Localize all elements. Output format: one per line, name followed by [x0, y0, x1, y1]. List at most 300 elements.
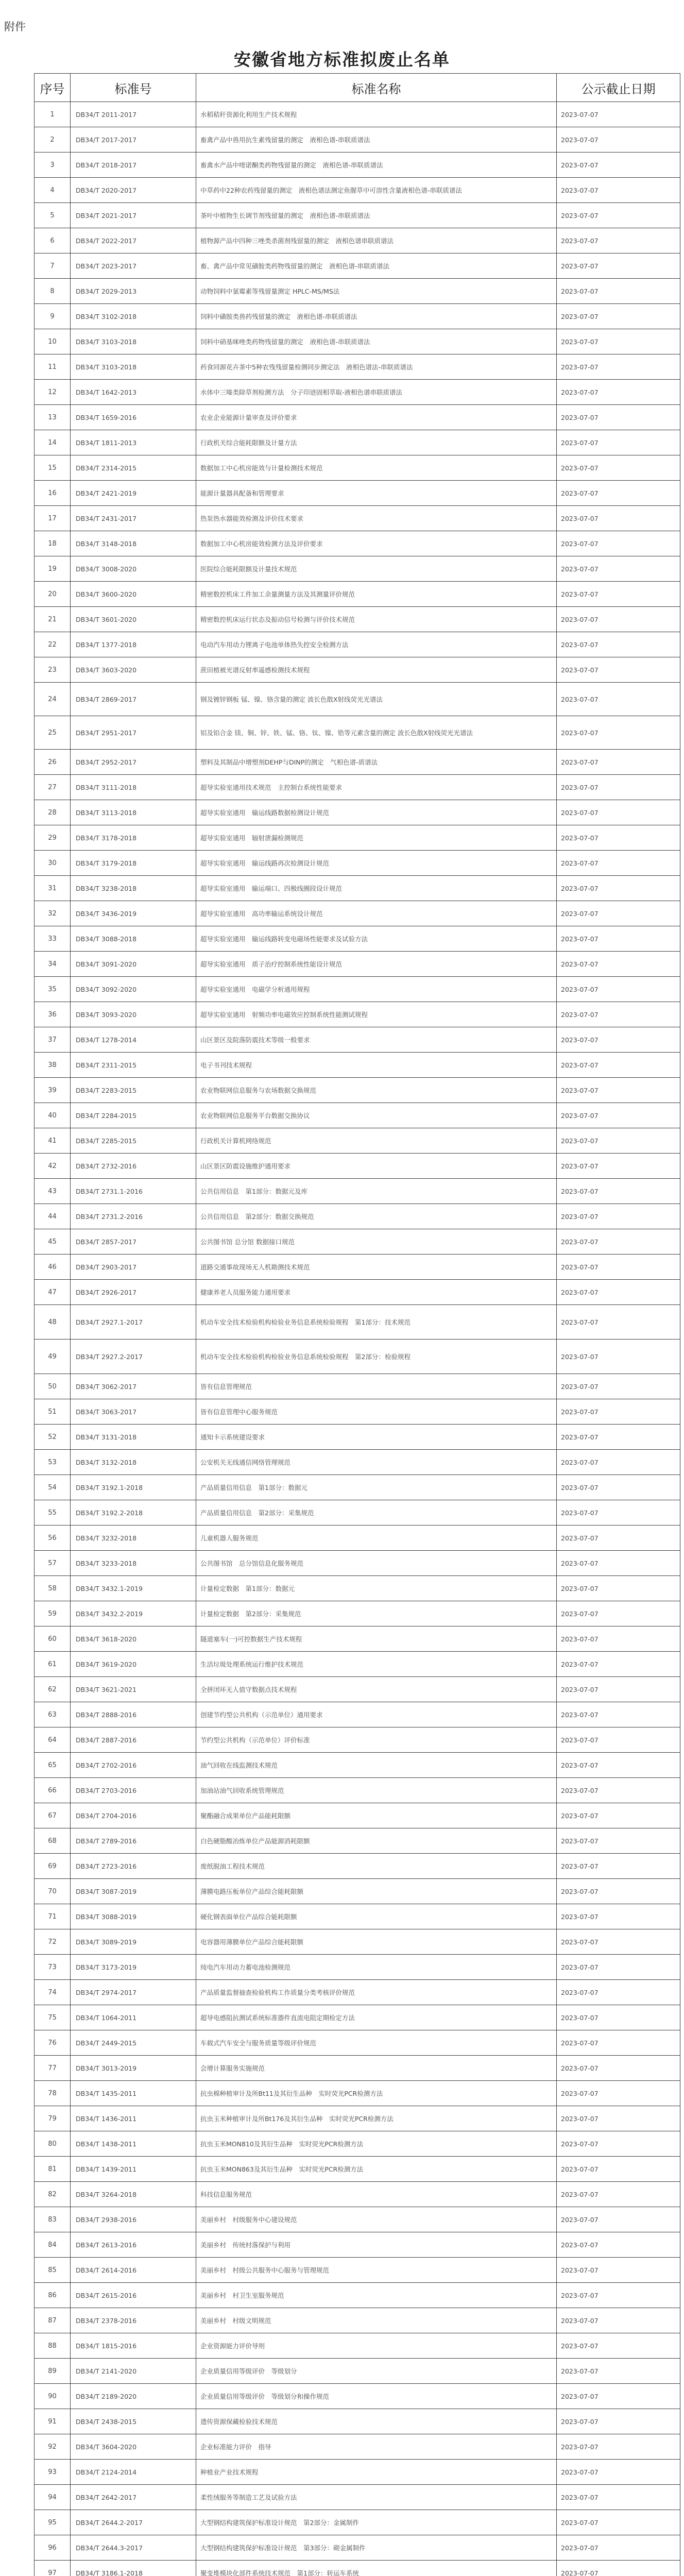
row-seq: 18 [35, 531, 71, 556]
row-deadline-date: 2023-07-07 [557, 380, 680, 405]
row-standard-name: 企业资源能力评价导则 [196, 2333, 557, 2359]
row-standard-name: 会增计算服务实施规范 [196, 2056, 557, 2081]
table-row [35, 1929, 680, 1955]
row-standard-code: DB34/T 2431-2017 [71, 506, 196, 531]
row-deadline-date: 2023-07-07 [557, 506, 680, 531]
row-standard-name: 能源计量器具配备和管理要求 [196, 481, 557, 506]
table-row [35, 2182, 680, 2207]
table-row [35, 228, 680, 253]
row-standard-name: 车载式汽车安全与服务质量等级评价规范 [196, 2030, 557, 2056]
row-standard-name: 中草药中22种农药残留量的测定 液相色谱法测定鱼腥草中可溶性含量液相色谱-串联质谱法 [196, 178, 557, 203]
row-seq: 78 [35, 2081, 71, 2106]
row-standard-name: 超导实验室通用 输运端口、四极线圈段设计规范 [196, 876, 557, 901]
row-deadline-date: 2023-07-07 [557, 2005, 680, 2030]
row-deadline-date: 2023-07-07 [557, 582, 680, 607]
row-standard-name: 医院综合能耗限额及计量技术规范 [196, 556, 557, 582]
row-standard-name: 儿童机器人服务规范 [196, 1526, 557, 1551]
row-standard-name: 钢及镀锌钢板 锰、镍、铬含量的测定 波长色散X射线荧光光谱法 [196, 683, 557, 716]
row-standard-name: 加油站油气回收系统管理规范 [196, 1778, 557, 1803]
row-standard-code: DB34/T 3089-2019 [71, 1929, 196, 1955]
row-standard-name: 蔗田植被光谱反射率遥感检测技术规程 [196, 657, 557, 683]
row-deadline-date: 2023-07-07 [557, 304, 680, 329]
row-standard-code: DB34/T 1815-2016 [71, 2333, 196, 2359]
table-row [35, 304, 680, 329]
table-row [35, 405, 680, 430]
row-deadline-date: 2023-07-07 [557, 926, 680, 952]
row-deadline-date: 2023-07-07 [557, 556, 680, 582]
row-seq: 42 [35, 1154, 71, 1179]
table-row [35, 1753, 680, 1778]
row-standard-name: 创建节约型公共机构（示范单位）通用要求 [196, 1702, 557, 1727]
row-deadline-date: 2023-07-07 [557, 405, 680, 430]
row-standard-code: DB34/T 2615-2016 [71, 2283, 196, 2308]
row-standard-name: 企业标准能力评价 指导 [196, 2434, 557, 2460]
row-seq: 36 [35, 1002, 71, 1027]
row-seq: 65 [35, 1753, 71, 1778]
row-seq: 70 [35, 1879, 71, 1904]
row-standard-name: 产品质量信用信息 第2部分：采集规范 [196, 1500, 557, 1526]
row-standard-code: DB34/T 2022-2017 [71, 228, 196, 253]
row-seq: 37 [35, 1027, 71, 1053]
row-seq: 34 [35, 952, 71, 977]
row-standard-name: 植物源产品中四种三唑类杀菌剂残留量的测定 液相色谱串联质谱法 [196, 228, 557, 253]
table-row [35, 1255, 680, 1280]
table-row [35, 481, 680, 506]
row-standard-code: DB34/T 3186.1-2018 [71, 2561, 196, 2576]
row-standard-name: 种植业产业技术规程 [196, 2460, 557, 2485]
row-seq: 83 [35, 2207, 71, 2232]
row-deadline-date: 2023-07-07 [557, 1500, 680, 1526]
row-standard-code: DB34/T 2926-2017 [71, 1280, 196, 1305]
row-seq: 28 [35, 800, 71, 825]
row-standard-code: DB34/T 1278-2014 [71, 1027, 196, 1053]
row-seq: 54 [35, 1475, 71, 1500]
row-seq: 96 [35, 2535, 71, 2561]
row-deadline-date: 2023-07-07 [557, 2157, 680, 2182]
row-standard-code: DB34/T 1439-2011 [71, 2157, 196, 2182]
row-standard-code: DB34/T 2018-2017 [71, 152, 196, 178]
table-row [35, 1803, 680, 1828]
row-standard-code: DB34/T 3103-2018 [71, 329, 196, 354]
row-standard-code: DB34/T 1436-2011 [71, 2106, 196, 2131]
row-seq: 58 [35, 1576, 71, 1601]
row-deadline-date: 2023-07-07 [557, 2409, 680, 2434]
row-seq: 80 [35, 2131, 71, 2157]
row-standard-name: 通知卡示系统建设要求 [196, 1425, 557, 1450]
row-standard-name: 生活垃圾处理系统运行维护技术规范 [196, 1652, 557, 1677]
table-row [35, 2258, 680, 2283]
row-standard-code: DB34/T 3132-2018 [71, 1450, 196, 1475]
row-standard-name: 超导实验室通用技术规范 主控制台系统性能要求 [196, 775, 557, 800]
row-seq: 74 [35, 1980, 71, 2005]
row-deadline-date: 2023-07-07 [557, 1280, 680, 1305]
table-row [35, 203, 680, 228]
row-standard-code: DB34/T 2703-2016 [71, 1778, 196, 1803]
row-standard-code: DB34/T 2124-2014 [71, 2460, 196, 2485]
row-deadline-date: 2023-07-07 [557, 825, 680, 851]
row-deadline-date: 2023-07-07 [557, 2384, 680, 2409]
column-header-date: 公示截止日期 [557, 74, 680, 102]
row-seq: 45 [35, 1229, 71, 1255]
row-standard-code: DB34/T 1377-2018 [71, 632, 196, 657]
table-row [35, 2030, 680, 2056]
row-deadline-date: 2023-07-07 [557, 2182, 680, 2207]
table-row [35, 1340, 680, 1374]
row-standard-name: 山区景区防震设施维护通用要求 [196, 1154, 557, 1179]
row-deadline-date: 2023-07-07 [557, 1677, 680, 1702]
row-standard-code: DB34/T 2704-2016 [71, 1803, 196, 1828]
row-deadline-date: 2023-07-07 [557, 1255, 680, 1280]
row-standard-name: 超导实验室通用 高功率输运系统设计规范 [196, 901, 557, 926]
row-standard-code: DB34/T 3192.2-2018 [71, 1500, 196, 1526]
row-seq: 13 [35, 405, 71, 430]
row-deadline-date: 2023-07-07 [557, 1803, 680, 1828]
row-deadline-date: 2023-07-07 [557, 253, 680, 279]
row-deadline-date: 2023-07-07 [557, 1778, 680, 1803]
row-standard-code: DB34/T 2311-2015 [71, 1053, 196, 1078]
row-standard-code: DB34/T 2644.2-2017 [71, 2510, 196, 2535]
table-row [35, 2384, 680, 2409]
row-deadline-date: 2023-07-07 [557, 1399, 680, 1425]
row-seq: 4 [35, 178, 71, 203]
row-standard-name: 抗虫玉米MON863及其衍生品种 实时荧光PCR检测方法 [196, 2157, 557, 2182]
row-deadline-date: 2023-07-07 [557, 2561, 680, 2576]
row-seq: 55 [35, 1500, 71, 1526]
row-seq: 19 [35, 556, 71, 582]
table-row [35, 2157, 680, 2182]
row-deadline-date: 2023-07-07 [557, 1305, 680, 1340]
row-seq: 95 [35, 2510, 71, 2535]
row-seq: 31 [35, 876, 71, 901]
row-standard-name: 薄膜电路压板单位产品综合能耗限额 [196, 1879, 557, 1904]
table-row [35, 1551, 680, 1576]
row-standard-name: 动物饲料中氯霉素等残留量测定 HPLC-MS/MS法 [196, 279, 557, 304]
row-seq: 11 [35, 354, 71, 380]
row-standard-name: 药食同源花卉茶中5种农残残留量检测同步测定法 液相色谱法-串联质谱法 [196, 354, 557, 380]
row-standard-code: DB34/T 3111-2018 [71, 775, 196, 800]
row-standard-name: 畜、禽产品中常见磺胺类药物残留量的测定 液相色谱-串联质谱法 [196, 253, 557, 279]
row-standard-name: 农业物联网信息服务与农场数据交换规范 [196, 1078, 557, 1103]
row-standard-code: DB34/T 2283-2015 [71, 1078, 196, 1103]
row-standard-name: 饲料中硝基咪唑类药物残留量的测定 液相色谱-串联质谱法 [196, 329, 557, 354]
table-row [35, 607, 680, 632]
row-deadline-date: 2023-07-07 [557, 178, 680, 203]
row-seq: 33 [35, 926, 71, 952]
row-standard-code: DB34/T 3062-2017 [71, 1374, 196, 1399]
row-standard-code: DB34/T 1642-2013 [71, 380, 196, 405]
row-seq: 53 [35, 1450, 71, 1475]
row-seq: 2 [35, 127, 71, 152]
row-standard-name: 茶叶中植物生长调节剂残留量的测定 液相色谱-串联质谱法 [196, 203, 557, 228]
row-seq: 72 [35, 1929, 71, 1955]
row-standard-name: 计量检定数据 第2部分：采集规范 [196, 1601, 557, 1626]
row-standard-code: DB34/T 2029-2013 [71, 279, 196, 304]
row-standard-code: DB34/T 3178-2018 [71, 825, 196, 851]
row-standard-name: 畜禽水产品中喹诺酮类药物残留量的测定 液相色谱-串联质谱法 [196, 152, 557, 178]
table-row [35, 800, 680, 825]
table-row [35, 876, 680, 901]
row-deadline-date: 2023-07-07 [557, 876, 680, 901]
row-deadline-date: 2023-07-07 [557, 1904, 680, 1929]
table-row [35, 1475, 680, 1500]
row-standard-code: DB34/T 3179-2018 [71, 851, 196, 876]
column-header-code: 标准号 [71, 74, 196, 102]
row-standard-name: 节约型公共机构（示范单位）评价标准 [196, 1727, 557, 1753]
row-deadline-date: 2023-07-07 [557, 1154, 680, 1179]
row-seq: 22 [35, 632, 71, 657]
table-row [35, 2081, 680, 2106]
row-deadline-date: 2023-07-07 [557, 851, 680, 876]
row-standard-name: 电子书刊技术规程 [196, 1053, 557, 1078]
row-deadline-date: 2023-07-07 [557, 2106, 680, 2131]
table-row [35, 2056, 680, 2081]
table-row [35, 380, 680, 405]
row-standard-name: 健康养老人员服务能力通用要求 [196, 1280, 557, 1305]
row-seq: 73 [35, 1955, 71, 1980]
table-row [35, 683, 680, 716]
row-seq: 23 [35, 657, 71, 683]
row-seq: 44 [35, 1204, 71, 1229]
row-standard-code: DB34/T 3432.2-2019 [71, 1601, 196, 1626]
row-standard-name: 公共信用信息 第1部分：数据元及库 [196, 1179, 557, 1204]
row-deadline-date: 2023-07-07 [557, 203, 680, 228]
table-row [35, 1425, 680, 1450]
row-deadline-date: 2023-07-07 [557, 1002, 680, 1027]
row-standard-code: DB34/T 2189-2020 [71, 2384, 196, 2409]
row-standard-name: 超导实验室通用 输运线路转变电磁场性能要求及试验方法 [196, 926, 557, 952]
row-standard-code: DB34/T 2613-2016 [71, 2232, 196, 2258]
row-standard-code: DB34/T 3618-2020 [71, 1626, 196, 1652]
row-seq: 9 [35, 304, 71, 329]
row-seq: 39 [35, 1078, 71, 1103]
row-seq: 12 [35, 380, 71, 405]
table-row [35, 1374, 680, 1399]
table-row [35, 1526, 680, 1551]
row-seq: 60 [35, 1626, 71, 1652]
row-standard-name: 隧道塞车(一)可控数据生产技术规程 [196, 1626, 557, 1652]
table-row [35, 1652, 680, 1677]
table-row [35, 1305, 680, 1340]
row-deadline-date: 2023-07-07 [557, 329, 680, 354]
table-row [35, 2485, 680, 2510]
row-seq: 94 [35, 2485, 71, 2510]
table-row [35, 825, 680, 851]
row-standard-name: 行政机关计算机网络规范 [196, 1128, 557, 1154]
row-seq: 86 [35, 2283, 71, 2308]
row-deadline-date: 2023-07-07 [557, 2434, 680, 2460]
row-standard-code: DB34/T 2141-2020 [71, 2359, 196, 2384]
table-row [35, 1854, 680, 1879]
row-standard-name: 抗虫玉米MON810及其衍生品种 实时荧光PCR检测方法 [196, 2131, 557, 2157]
row-seq: 38 [35, 1053, 71, 1078]
table-row [35, 2106, 680, 2131]
row-deadline-date: 2023-07-07 [557, 1828, 680, 1854]
row-standard-name: 超导实验室通用 电磁学分析通用规程 [196, 977, 557, 1002]
row-standard-code: DB34/T 3233-2018 [71, 1551, 196, 1576]
row-standard-code: DB34/T 3008-2020 [71, 556, 196, 582]
row-standard-name: 白色硬脂酸冶炼单位产品能源消耗限额 [196, 1828, 557, 1854]
row-standard-code: DB34/T 2951-2017 [71, 716, 196, 750]
row-deadline-date: 2023-07-07 [557, 228, 680, 253]
row-standard-name: 饲料中磺胺类兽药残留量的测定 液相色谱-串联质谱法 [196, 304, 557, 329]
row-deadline-date: 2023-07-07 [557, 1204, 680, 1229]
row-standard-name: 超导实验室通用 输运线路数据检测设计规范 [196, 800, 557, 825]
row-standard-name: 废纸脱油工程技术规范 [196, 1854, 557, 1879]
row-deadline-date: 2023-07-07 [557, 1179, 680, 1204]
row-deadline-date: 2023-07-07 [557, 1551, 680, 1576]
row-standard-code: DB34/T 2021-2017 [71, 203, 196, 228]
row-standard-code: DB34/T 2732-2016 [71, 1154, 196, 1179]
row-deadline-date: 2023-07-07 [557, 2359, 680, 2384]
row-standard-code: DB34/T 2642-2017 [71, 2485, 196, 2510]
row-standard-code: DB34/T 3088-2019 [71, 1904, 196, 1929]
row-seq: 97 [35, 2561, 71, 2576]
row-deadline-date: 2023-07-07 [557, 1078, 680, 1103]
row-seq: 49 [35, 1340, 71, 1374]
row-standard-name: 畜禽产品中兽用抗生素残留量的测定 液相色谱-串联质谱法 [196, 127, 557, 152]
row-standard-code: DB34/T 3088-2018 [71, 926, 196, 952]
row-standard-name: 美丽乡村 村级服务中心建设规范 [196, 2207, 557, 2232]
row-standard-code: DB34/T 3238-2018 [71, 876, 196, 901]
row-standard-name: 超导电感阻抗测试系统标准器件直流电阻定期检定方法 [196, 2005, 557, 2030]
row-seq: 46 [35, 1255, 71, 1280]
row-standard-name: 皆有信息管理规范 [196, 1374, 557, 1399]
row-standard-code: DB34/T 2731.2-2016 [71, 1204, 196, 1229]
row-standard-code: DB34/T 2644.3-2017 [71, 2535, 196, 2561]
row-standard-name: 电动汽车用动力锂离子电池单体热失控安全检测方法 [196, 632, 557, 657]
row-seq: 43 [35, 1179, 71, 1204]
row-standard-code: DB34/T 1659-2016 [71, 405, 196, 430]
row-seq: 89 [35, 2359, 71, 2384]
row-seq: 67 [35, 1803, 71, 1828]
row-seq: 82 [35, 2182, 71, 2207]
row-standard-name: 抗虫玉米种植审计及所Bt176及其衍生品种 实时荧光PCR检测方法 [196, 2106, 557, 2131]
table-row [35, 279, 680, 304]
row-standard-code: DB34/T 3601-2020 [71, 607, 196, 632]
row-standard-code: DB34/T 3113-2018 [71, 800, 196, 825]
row-standard-name: 美丽乡村 传统村落保护与利用 [196, 2232, 557, 2258]
row-deadline-date: 2023-07-07 [557, 1475, 680, 1500]
row-deadline-date: 2023-07-07 [557, 775, 680, 800]
row-deadline-date: 2023-07-07 [557, 2333, 680, 2359]
table-row [35, 178, 680, 203]
row-standard-name: 皆有信息管理中心服务规范 [196, 1399, 557, 1425]
table-row [35, 716, 680, 750]
column-header-name: 标准名称 [196, 74, 557, 102]
table-row [35, 1078, 680, 1103]
row-standard-code: DB34/T 3619-2020 [71, 1652, 196, 1677]
row-standard-name: 遗传资源保藏检验技术规范 [196, 2409, 557, 2434]
row-deadline-date: 2023-07-07 [557, 1702, 680, 1727]
row-standard-name: 计量检定数据 第1部分：数据元 [196, 1576, 557, 1601]
table-row [35, 1280, 680, 1305]
table-row [35, 1576, 680, 1601]
row-standard-code: DB34/T 3103-2018 [71, 354, 196, 380]
row-standard-code: DB34/T 2020-2017 [71, 178, 196, 203]
table-row [35, 2359, 680, 2384]
table-row [35, 1702, 680, 1727]
row-deadline-date: 2023-07-07 [557, 2207, 680, 2232]
row-standard-name: 农业物联网信息服务平台数据交换协议 [196, 1103, 557, 1128]
row-deadline-date: 2023-07-07 [557, 2308, 680, 2333]
row-seq: 79 [35, 2106, 71, 2131]
row-standard-code: DB34/T 2789-2016 [71, 1828, 196, 1854]
table-row [35, 1128, 680, 1154]
row-seq: 7 [35, 253, 71, 279]
row-seq: 76 [35, 2030, 71, 2056]
page-title: 安徽省地方标准拟废止名单 [234, 49, 450, 70]
table-row [35, 926, 680, 952]
row-seq: 40 [35, 1103, 71, 1128]
table-row [35, 2535, 680, 2561]
row-standard-code: DB34/T 2869-2017 [71, 683, 196, 716]
row-deadline-date: 2023-07-07 [557, 1526, 680, 1551]
row-deadline-date: 2023-07-07 [557, 657, 680, 683]
row-deadline-date: 2023-07-07 [557, 2056, 680, 2081]
table-row [35, 1980, 680, 2005]
row-standard-code: DB34/T 3600-2020 [71, 582, 196, 607]
row-deadline-date: 2023-07-07 [557, 1576, 680, 1601]
row-seq: 1 [35, 102, 71, 127]
row-standard-code: DB34/T 3092-2020 [71, 977, 196, 1002]
row-standard-name: 企业质量信用等级评价 等级划分和操作规范 [196, 2384, 557, 2409]
row-standard-name: 大型钢结构建筑保护标准设计规范 第3部分：砌金属制件 [196, 2535, 557, 2561]
row-standard-name: 热泵热水器能效检测及评价技术要求 [196, 506, 557, 531]
table-row [35, 1027, 680, 1053]
row-standard-code: DB34/T 2938-2016 [71, 2207, 196, 2232]
row-standard-name: 超导实验室通用 辐射泄漏检测规范 [196, 825, 557, 851]
row-seq: 16 [35, 481, 71, 506]
row-deadline-date: 2023-07-07 [557, 750, 680, 775]
row-seq: 68 [35, 1828, 71, 1854]
table-row [35, 329, 680, 354]
row-deadline-date: 2023-07-07 [557, 127, 680, 152]
row-standard-code: DB34/T 2927.1-2017 [71, 1305, 196, 1340]
table-row [35, 102, 680, 127]
row-deadline-date: 2023-07-07 [557, 2283, 680, 2308]
row-standard-name: 公安机关无线通信网络管理规范 [196, 1450, 557, 1475]
row-standard-name: 行政机关综合能耗限额及计量方法 [196, 430, 557, 455]
row-standard-name: 山区景区及院落防震技术等级一般要求 [196, 1027, 557, 1053]
row-standard-code: DB34/T 1435-2011 [71, 2081, 196, 2106]
row-deadline-date: 2023-07-07 [557, 1128, 680, 1154]
row-standard-name: 精密数控机床运行状态及振动信号检测与评价技术规范 [196, 607, 557, 632]
row-seq: 8 [35, 279, 71, 304]
row-standard-name: 超导实验室通用 射频功率电磁效应控制系统性能测试规程 [196, 1002, 557, 1027]
row-deadline-date: 2023-07-07 [557, 952, 680, 977]
row-standard-name: 公共信用信息 第2部分：数据交换规范 [196, 1204, 557, 1229]
row-seq: 6 [35, 228, 71, 253]
column-header-seq: 序号 [35, 74, 71, 102]
row-standard-name: 聚变堆模块化部件系统技术规范 第1部分：转运车系统 [196, 2561, 557, 2576]
row-standard-code: DB34/T 2421-2019 [71, 481, 196, 506]
standards-table [34, 73, 680, 2576]
table-row [35, 657, 680, 683]
row-standard-name: 公共图书馆 总分馆信息化服务规范 [196, 1551, 557, 1576]
row-seq: 15 [35, 455, 71, 481]
row-standard-name: 柔性绒服务等制造工艺及试验方法 [196, 2485, 557, 2510]
row-standard-code: DB34/T 3604-2020 [71, 2434, 196, 2460]
row-deadline-date: 2023-07-07 [557, 1601, 680, 1626]
row-seq: 21 [35, 607, 71, 632]
row-seq: 85 [35, 2258, 71, 2283]
row-standard-code: DB34/T 2314-2015 [71, 455, 196, 481]
row-standard-code: DB34/T 3091-2020 [71, 952, 196, 977]
table-row [35, 1053, 680, 1078]
row-standard-code: DB34/T 3148-2018 [71, 531, 196, 556]
row-seq: 41 [35, 1128, 71, 1154]
row-seq: 91 [35, 2409, 71, 2434]
